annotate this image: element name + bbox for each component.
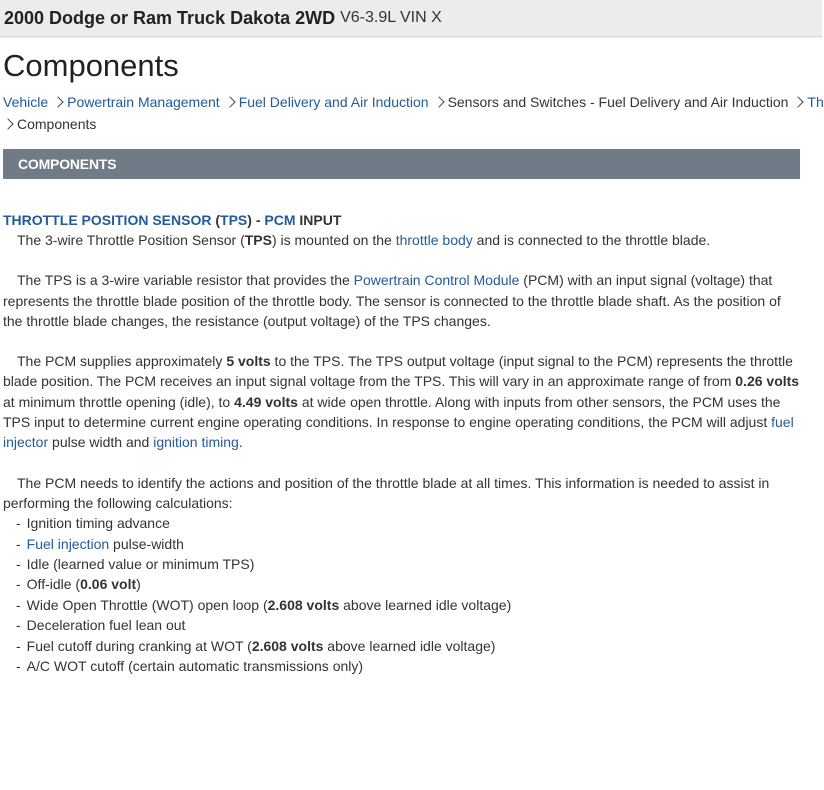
- breadcrumb-components: Components: [17, 116, 97, 132]
- chevron-right-icon: [793, 96, 804, 107]
- text: A/C WOT cutoff (certain automatic transmissions only): [26, 658, 364, 675]
- chevron-right-icon: [433, 96, 444, 107]
- bold-text: 0.26 volts: [735, 373, 800, 390]
- paragraph-1: [3, 230, 803, 250]
- text: at wide open throttle. Along with inputs from other sensors, the PCM uses the TPS input to determine current engine operating conditions. In response to engine operating conditions, the PCM will adjust: [3, 393, 781, 431]
- text: Fuel cutoff during cranking at WOT (: [26, 637, 252, 654]
- text: .: [238, 434, 243, 451]
- text: The 3-wire Throttle Position Sensor (: [17, 232, 245, 248]
- calculations-list: [3, 513, 803, 676]
- text: to the TPS. The TPS output voltage (input signal to the PCM) represents the throttle blade position. The PCM receives an input signal voltage from the TPS. This will vary in an approximate range of from: [3, 353, 793, 390]
- section-header: [3, 149, 800, 179]
- page-title: Components: [3, 48, 179, 83]
- engine-spec: V6-3.9L VIN X: [340, 9, 442, 26]
- bold-text: 0.06 volt: [80, 576, 137, 593]
- list-item: [16, 554, 803, 574]
- bold-text: 2.608 volts: [251, 637, 324, 654]
- text: Wide Open Throttle (WOT) open loop (: [26, 596, 268, 613]
- breadcrumb-powertrain-management[interactable]: Powertrain Management: [67, 94, 220, 110]
- list-item: [16, 615, 803, 635]
- link-throttle-body[interactable]: throttle body: [395, 232, 473, 248]
- article-body: [3, 210, 803, 677]
- chevron-right-icon: [224, 96, 235, 107]
- bold-text: TPS: [244, 232, 272, 248]
- text: Off-idle (: [26, 576, 81, 593]
- breadcrumb-row-2: [3, 114, 822, 136]
- list-item: [16, 636, 803, 656]
- list-item: [16, 595, 803, 615]
- bold-text: 2.608 volts: [267, 596, 340, 613]
- link-fuel-injector[interactable]: fuel injector: [3, 414, 794, 451]
- text: The PCM needs to identify the actions and position of the throttle blade at all times. This information is needed to assist in performing the following calculations:: [3, 474, 770, 511]
- text: Deceleration fuel lean out: [26, 617, 186, 634]
- article-heading: [3, 210, 803, 230]
- breadcrumb-throttle-truncated[interactable]: Th: [807, 94, 824, 110]
- chevron-right-icon: [2, 118, 13, 129]
- bold-text: 4.49 volts: [234, 393, 298, 410]
- heading-link-tps[interactable]: TPS: [220, 212, 248, 228]
- breadcrumb-vehicle[interactable]: Vehicle: [3, 94, 49, 110]
- text: ): [136, 576, 141, 593]
- vehicle-header: [0, 0, 822, 37]
- text: at minimum throttle opening (idle), to: [3, 393, 235, 410]
- text: above learned idle voltage): [339, 596, 512, 613]
- text: pulse-width: [109, 535, 184, 552]
- list-item: [16, 534, 803, 554]
- breadcrumb-fuel-delivery[interactable]: Fuel Delivery and Air Induction: [238, 94, 429, 110]
- heading-link-pcm[interactable]: PCM: [264, 212, 296, 228]
- text: The TPS is a 3-wire variable resistor that provides the: [17, 272, 354, 289]
- text: ) is mounted on the: [271, 232, 396, 248]
- link-ignition-timing[interactable]: ignition timing: [153, 434, 239, 451]
- section-title: COMPONENTS: [18, 156, 117, 172]
- list-item: [16, 513, 803, 533]
- breadcrumb-sensors-switches: Sensors and Switches - Fuel Delivery and Air Induction: [447, 94, 789, 110]
- heading-text: INPUT: [295, 212, 342, 228]
- breadcrumb: [3, 92, 822, 136]
- text: (PCM) with an input signal (voltage) that represents the throttle blade position of the throttle body. The sensor is connected to the throttle blade shaft. As the position of the throttle blade changes, the resistance (output voltage) of the TPS changes.: [3, 272, 781, 329]
- breadcrumb-row-1: [3, 92, 822, 114]
- vehicle-name: 2000 Dodge or Ram Truck Dakota 2WD: [4, 7, 336, 28]
- text: above learned idle voltage): [323, 637, 496, 654]
- link-powertrain-control-module[interactable]: Powertrain Control Module: [353, 272, 520, 289]
- text: Idle (learned value or minimum TPS): [26, 556, 255, 573]
- text: pulse width and: [48, 434, 154, 451]
- heading-text: ) -: [247, 212, 265, 228]
- list-item: [16, 656, 803, 676]
- paragraph-3: [3, 351, 803, 452]
- chevron-right-icon: [52, 96, 63, 107]
- bold-text: 5 volts: [226, 353, 271, 370]
- text: The PCM supplies approximately: [17, 353, 227, 370]
- text: Ignition timing advance: [26, 515, 170, 532]
- list-item: [16, 574, 803, 594]
- heading-text: THROTTLE POSITION SENSOR: [3, 212, 212, 228]
- heading-text: (: [211, 212, 221, 228]
- link-fuel-injection[interactable]: Fuel injection: [26, 535, 110, 552]
- text: and is connected to the throttle blade.: [472, 232, 711, 248]
- paragraph-4: [3, 473, 803, 514]
- paragraph-2: [3, 270, 803, 331]
